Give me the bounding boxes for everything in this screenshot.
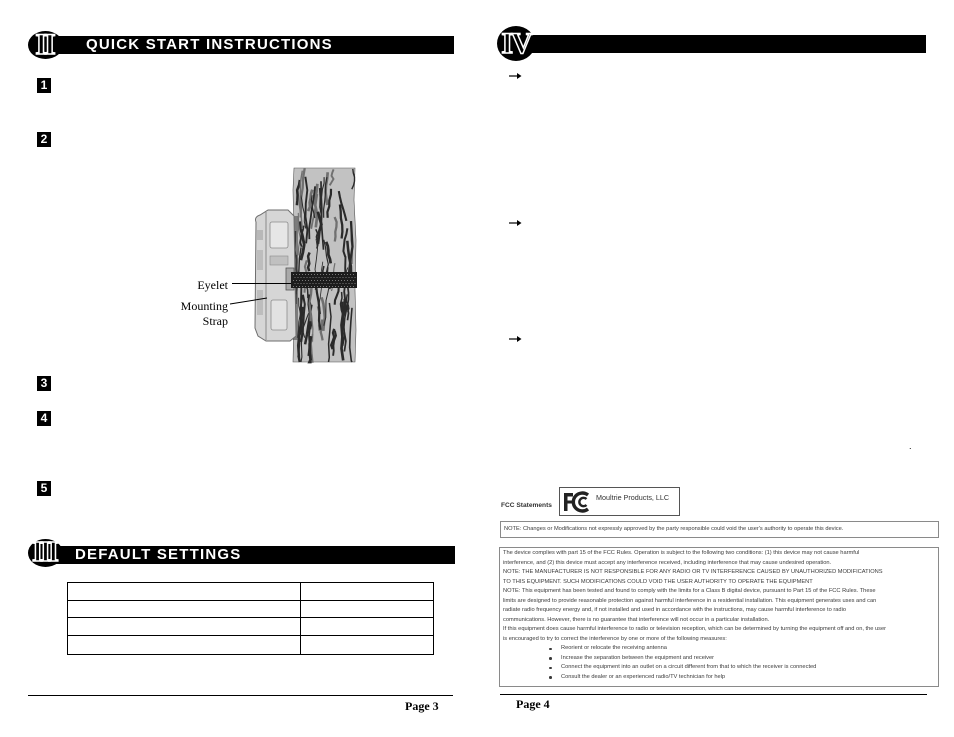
strap-weave-dot	[332, 274, 333, 275]
step-number-5: 5	[37, 481, 51, 496]
strap-weave-dot	[301, 283, 302, 284]
measure-item	[503, 644, 938, 654]
strap-weave-dot	[331, 277, 332, 278]
strap-weave-dot	[338, 274, 339, 275]
statement-line: NOTE: This equipment has been tested and found to comply with the limits for a Class B digital device, pursuant to Part 15 of the FCC Rules. These	[503, 588, 876, 594]
strap-weave-dot	[323, 280, 324, 281]
strap-weave-dot	[308, 274, 309, 275]
strap-weave-dot	[295, 277, 296, 278]
strap-weave-dot	[316, 283, 317, 284]
section-iv-header-bar	[530, 35, 926, 53]
strap-weave-dot	[331, 283, 332, 284]
camera-front-feature	[257, 250, 263, 270]
strap-weave-dot	[344, 280, 345, 281]
section-numeral: III	[32, 537, 56, 568]
trail-camera	[255, 210, 296, 341]
settings-cell	[301, 583, 434, 601]
strap-weave-dot	[319, 283, 320, 284]
statement-line: interference, and (2) this device must accept any interference received, including interference that may cause undesired operation.	[503, 559, 832, 566]
bullet-icon	[549, 676, 552, 679]
strap-weave-dot	[343, 277, 344, 278]
strap-weave-dot	[325, 277, 326, 278]
strap-weave-dot	[323, 274, 324, 275]
strap-weave-dot	[337, 277, 338, 278]
fcc-logo-box	[559, 487, 680, 516]
mounting-strap-label-line2: Strap	[202, 314, 228, 328]
step-number-1: 1	[37, 78, 51, 93]
strap-weave-dot	[335, 280, 336, 281]
step-number-4: 4	[37, 411, 51, 426]
statement-line: limits are designed to provide reasonable protection against harmful interference in a residential installation. This equipment generates uses and can	[503, 597, 877, 604]
strap-weave-dot	[350, 286, 351, 287]
strap-weave-dot	[308, 280, 309, 281]
strap-weave-dot	[353, 280, 354, 281]
strap-weave-dot	[311, 280, 312, 281]
strap-weave-dot	[352, 283, 353, 284]
strap-weave-dot	[293, 274, 294, 275]
strap-weave-dot	[320, 280, 321, 281]
left-footer-rule	[28, 695, 453, 696]
measure-item	[503, 663, 938, 673]
fcc-statements-block	[497, 483, 941, 688]
strap-weave-dot	[304, 283, 305, 284]
settings-cell	[301, 618, 434, 636]
statement-line: The device complies with part 15 of the FCC Rules. Operation is subject to the following two conditions: (1) this device may not cause harmful	[503, 550, 860, 556]
arrow-right-icon	[509, 219, 522, 227]
strap-weave-dot	[337, 283, 338, 284]
strap-weave-dot	[341, 280, 342, 281]
strap-weave-dot	[305, 274, 306, 275]
strap-weave-dot	[350, 274, 351, 275]
strap-weave-dot	[328, 277, 329, 278]
strap-weave-dot	[334, 277, 335, 278]
bark-stroke	[335, 217, 337, 241]
settings-row	[68, 636, 434, 655]
strap-weave-dot	[295, 283, 296, 284]
measure-text: Reorient or relocate the receiving antenna	[561, 645, 667, 651]
strap-weave-dot	[320, 274, 321, 275]
strap-weave-dot	[296, 274, 297, 275]
measure-text: Increase the separation between the equipment and receiver	[561, 654, 715, 661]
strap-weave-dot	[313, 283, 314, 284]
strap-weave-dot	[314, 274, 315, 275]
bark-stroke	[342, 302, 344, 361]
settings-cell	[68, 636, 301, 655]
strap-weave-dot	[338, 286, 339, 287]
bullet-icon	[549, 648, 552, 651]
bullet-icon	[549, 657, 552, 660]
strap-weave-dot	[314, 286, 315, 287]
strap-weave-dot	[350, 280, 351, 281]
strap-weave-dot	[340, 277, 341, 278]
strap-weave-dot	[329, 274, 330, 275]
strap-weave-dot	[296, 286, 297, 287]
statement-line: is encouraged to try to correct the interference by one or more of the following measures:	[503, 635, 727, 642]
strap-weave-dot	[341, 274, 342, 275]
statement-line: If this equipment does cause harmful interference to radio or television reception, which can be determined by turning the equipment off and on, the user	[503, 626, 887, 632]
section-numeral: II	[35, 28, 53, 61]
strap-weave-dot	[349, 277, 350, 278]
strap-weave-dot	[302, 280, 303, 281]
strap-weave-dot	[328, 283, 329, 284]
strap-weave-dot	[355, 283, 356, 284]
strap-weave-dot	[298, 277, 299, 278]
strap-weave-dot	[302, 286, 303, 287]
arrow-right-icon	[509, 335, 522, 343]
camera-front-feature	[257, 230, 263, 240]
strap-weave-dot	[347, 286, 348, 287]
strap-weave-dot	[310, 283, 311, 284]
settings-row	[68, 618, 434, 636]
strap-weave-dot	[316, 277, 317, 278]
settings-cell	[68, 583, 301, 601]
settings-row	[68, 583, 434, 601]
strap-weave-dot	[326, 286, 327, 287]
strap-weave-dot	[296, 280, 297, 281]
strap-weave-dot	[311, 286, 312, 287]
stray-mark: .	[909, 441, 912, 451]
default-settings-header-bar	[56, 546, 455, 564]
quick-start-title: QUICK START INSTRUCTIONS	[86, 36, 333, 53]
default-settings-title: DEFAULT SETTINGS	[75, 546, 242, 563]
step-number-3: 3	[37, 376, 51, 391]
strap-weave-dot	[304, 277, 305, 278]
statement-line: NOTE: THE MANUFACTURER IS NOT RESPONSIBLE FOR ANY RADIO OR TV INTERFERENCE CAUSED BY UNAUTHORIZED MODIFICATIONS	[503, 569, 883, 575]
strap-weave-dot	[305, 280, 306, 281]
camera-side-slot	[270, 256, 288, 265]
settings-cell	[68, 618, 301, 636]
settings-row	[68, 601, 434, 618]
strap-weave-dot	[298, 283, 299, 284]
strap-weave-dot	[326, 280, 327, 281]
strap-weave-dot	[346, 283, 347, 284]
quick-start-header-bar	[56, 36, 454, 54]
strap-weave-dot	[305, 286, 306, 287]
strap-weave-dot	[335, 274, 336, 275]
strap-weave-dot	[293, 286, 294, 287]
strap-weave-dot	[299, 274, 300, 275]
bark-stroke	[347, 286, 348, 321]
settings-cell	[301, 601, 434, 618]
strap-weave-dot	[319, 277, 320, 278]
strap-weave-dot	[334, 283, 335, 284]
strap-weave-dot	[353, 286, 354, 287]
default-settings-table	[67, 582, 434, 655]
strap-weave-dot	[335, 286, 336, 287]
strap-weave-dot	[320, 286, 321, 287]
bark-stroke	[308, 253, 310, 272]
measure-item	[503, 673, 938, 683]
section-numeral-badge-iv	[497, 26, 535, 61]
strap-weave-dot	[308, 286, 309, 287]
camera-side-panel	[270, 222, 288, 248]
strap-weave-dot	[317, 286, 318, 287]
mounting-strap-label-line1: Mounting	[180, 299, 228, 313]
strap-weave-dot	[302, 274, 303, 275]
strap-weave-dot	[355, 277, 356, 278]
strap-weave-dot	[293, 280, 294, 281]
fcc-logo-icon	[563, 490, 591, 514]
strap-weave-dot	[347, 280, 348, 281]
statement-line: TO THIS EQUIPMENT. SUCH MODIFICATIONS COULD VOID THE USER AUTHORITY TO OPERATE THE EQUIPMENT	[503, 578, 813, 585]
camera-on-tree-illustration	[170, 160, 370, 370]
strap-weave-dot	[329, 280, 330, 281]
strap-weave-dot	[322, 283, 323, 284]
strap-weave-dot	[326, 274, 327, 275]
strap-weave-dot	[317, 280, 318, 281]
strap-weave-dot	[311, 274, 312, 275]
strap-weave-dot	[332, 286, 333, 287]
statement-line: communications. However, there is no guarantee that interference will not occur in a particular installation.	[503, 616, 770, 623]
measure-text: Connect the equipment into an outlet on a circuit different from that to which the receiver is connected	[561, 664, 817, 670]
strap-weave-dot	[346, 277, 347, 278]
strap-weave-dot	[341, 286, 342, 287]
measure-item	[503, 654, 938, 664]
page-number-left: Page 3	[405, 699, 439, 713]
arrow-right-icon	[509, 72, 522, 80]
strap-weave-dot	[329, 286, 330, 287]
strap-weave-dot	[299, 280, 300, 281]
camera-side-door	[271, 300, 287, 330]
section-numeral: IV	[501, 26, 531, 60]
strap-weave-dot	[340, 283, 341, 284]
strap-weave-dot	[347, 274, 348, 275]
strap-weave-dot	[314, 280, 315, 281]
strap-weave-dot	[353, 274, 354, 275]
strap-weave-dot	[299, 286, 300, 287]
strap-weave-dot	[349, 283, 350, 284]
strap-weave-dot	[301, 277, 302, 278]
fcc-company-name: Moultrie Products, LLC	[596, 493, 670, 502]
fcc-heading: FCC Statements	[501, 502, 552, 509]
strap-weave-dot	[317, 274, 318, 275]
strap-weave-dot	[322, 277, 323, 278]
fcc-compliance-statement	[499, 547, 939, 687]
settings-cell	[68, 601, 301, 618]
eyelet-label: Eyelet	[197, 278, 228, 292]
step-number-2: 2	[37, 132, 51, 147]
measure-text: Consult the dealer or an experienced radio/TV technician for help	[561, 673, 726, 680]
fcc-modification-note: NOTE: Changes or Modifications not expressly approved by the party responsible could void the user's authority to operate this device.	[500, 521, 939, 538]
strap-weave-dot	[338, 280, 339, 281]
statement-line: radiate radio frequency energy and, if not installed and used in accordance with the instructions, may cause harmful interference to radio	[503, 607, 847, 613]
strap-weave-dot	[344, 286, 345, 287]
strap-weave-dot	[307, 277, 308, 278]
strap-weave-dot	[343, 283, 344, 284]
page-number-right: Page 4	[516, 697, 550, 711]
right-footer-rule	[500, 694, 927, 695]
section-numeral-badge-iii	[28, 539, 63, 567]
strap-weave-dot	[325, 283, 326, 284]
strap-weave-dot	[352, 277, 353, 278]
camera-front-feature	[257, 290, 263, 315]
strap-weave-dot	[344, 274, 345, 275]
strap-weave-dot	[323, 286, 324, 287]
settings-cell	[301, 636, 434, 655]
strap-weave-dot	[307, 283, 308, 284]
bullet-icon	[549, 667, 552, 670]
strap-weave-dot	[313, 277, 314, 278]
strap-weave-dot	[310, 277, 311, 278]
strap-weave-dot	[332, 280, 333, 281]
section-numeral-badge-ii	[28, 28, 63, 61]
